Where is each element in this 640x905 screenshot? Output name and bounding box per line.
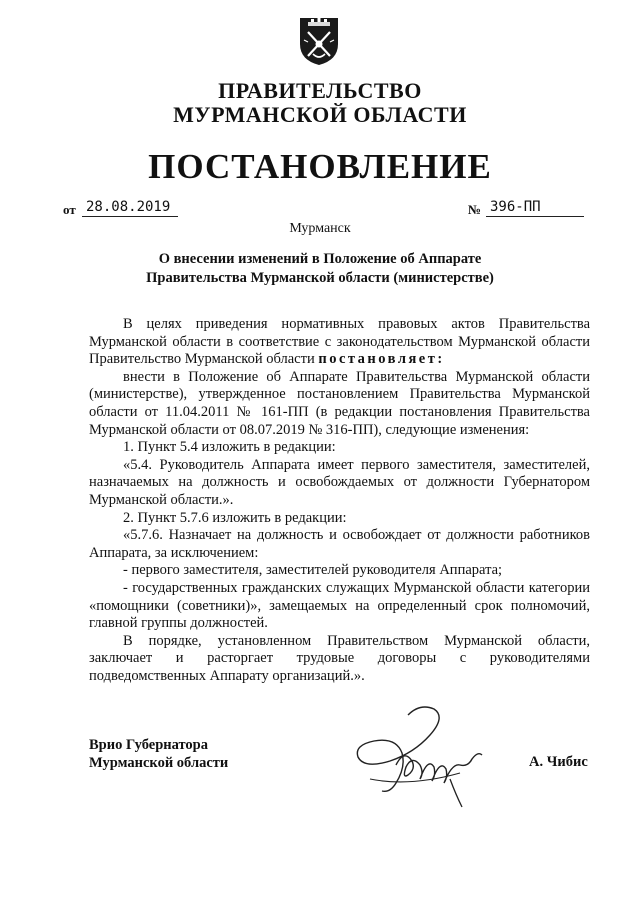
paragraph-item-2: 2. Пункт 5.7.6 изложить в редакции: (123, 509, 347, 526)
coat-of-arms-icon (298, 10, 340, 66)
subject-line1: О внесении изменений в Положение об Аппарате (158, 251, 482, 267)
paragraph-amendment-intro: внести в Положение об Аппарате Правительства Мурманской области (министерстве), утвержденное постановлением Правительства Мурманской области от 11.04.2011 № 161-ПП (в редакции постановления Правительства Мурманской области от 08.07.2019 № 316-ПП), следующие изменения: (89, 368, 590, 438)
government-title-line1: ПРАВИТЕЛЬСТВО (218, 78, 422, 103)
signer-position (89, 737, 228, 772)
paragraph-preamble (89, 316, 590, 369)
number-label: № (468, 202, 482, 217)
handwritten-signature (350, 695, 500, 815)
signer-position-line1: Врио Губернатора (89, 737, 208, 753)
subject-line2: Правительства Мурманской области (министерстве) (146, 270, 494, 286)
signer-position-line2: Мурманской области (89, 754, 229, 771)
paragraph-exception-1: - первого заместителя, заместителей руководителя Аппарата; (123, 562, 503, 579)
document-body (89, 316, 590, 685)
document-type-title: ПОСТАНОВЛЕНИЕ (148, 147, 492, 186)
paragraph-contracts: В порядке, установленном Правительством Мурманской области, заключает и расторгает трудовые договоры с руководителями подведомственных Аппарату организаций.». (89, 632, 590, 684)
resolution-keyword: постановляет: (318, 351, 445, 368)
document-number: 396-ПП (486, 198, 584, 217)
document-subject (110, 250, 530, 288)
city: Мурманск (289, 221, 351, 236)
date-label: от (63, 202, 76, 217)
document-date: 28.08.2019 (82, 198, 178, 217)
paragraph-clause-5-4: «5.4. Руководитель Аппарата имеет первого заместителя, заместителей, назначаемых на должность и освобождаемых от должности Губернатором Мурманской области.». (89, 456, 590, 508)
paragraph-item-1: 1. Пункт 5.4 изложить в редакции: (123, 439, 336, 456)
paragraph-clause-5-7-6: «5.7.6. Назначает на должность и освобождает от должности работников Аппарата, за исключением: (89, 527, 590, 561)
preamble-text: В целях приведения нормативных правовых актов Правительства Мурманской области в соответствие с законодательством Мурманской области Правительство Мурманской области (89, 316, 590, 368)
signer-name: А. Чибис (529, 754, 588, 770)
government-title-line2: МУРМАНСКОЙ ОБЛАСТИ (173, 102, 467, 127)
paragraph-exception-2: - государственных гражданских служащих Мурманской области категории «помощники (советники)», замещаемых на определенный срок полномочий, главной группы должностей. (89, 579, 590, 632)
